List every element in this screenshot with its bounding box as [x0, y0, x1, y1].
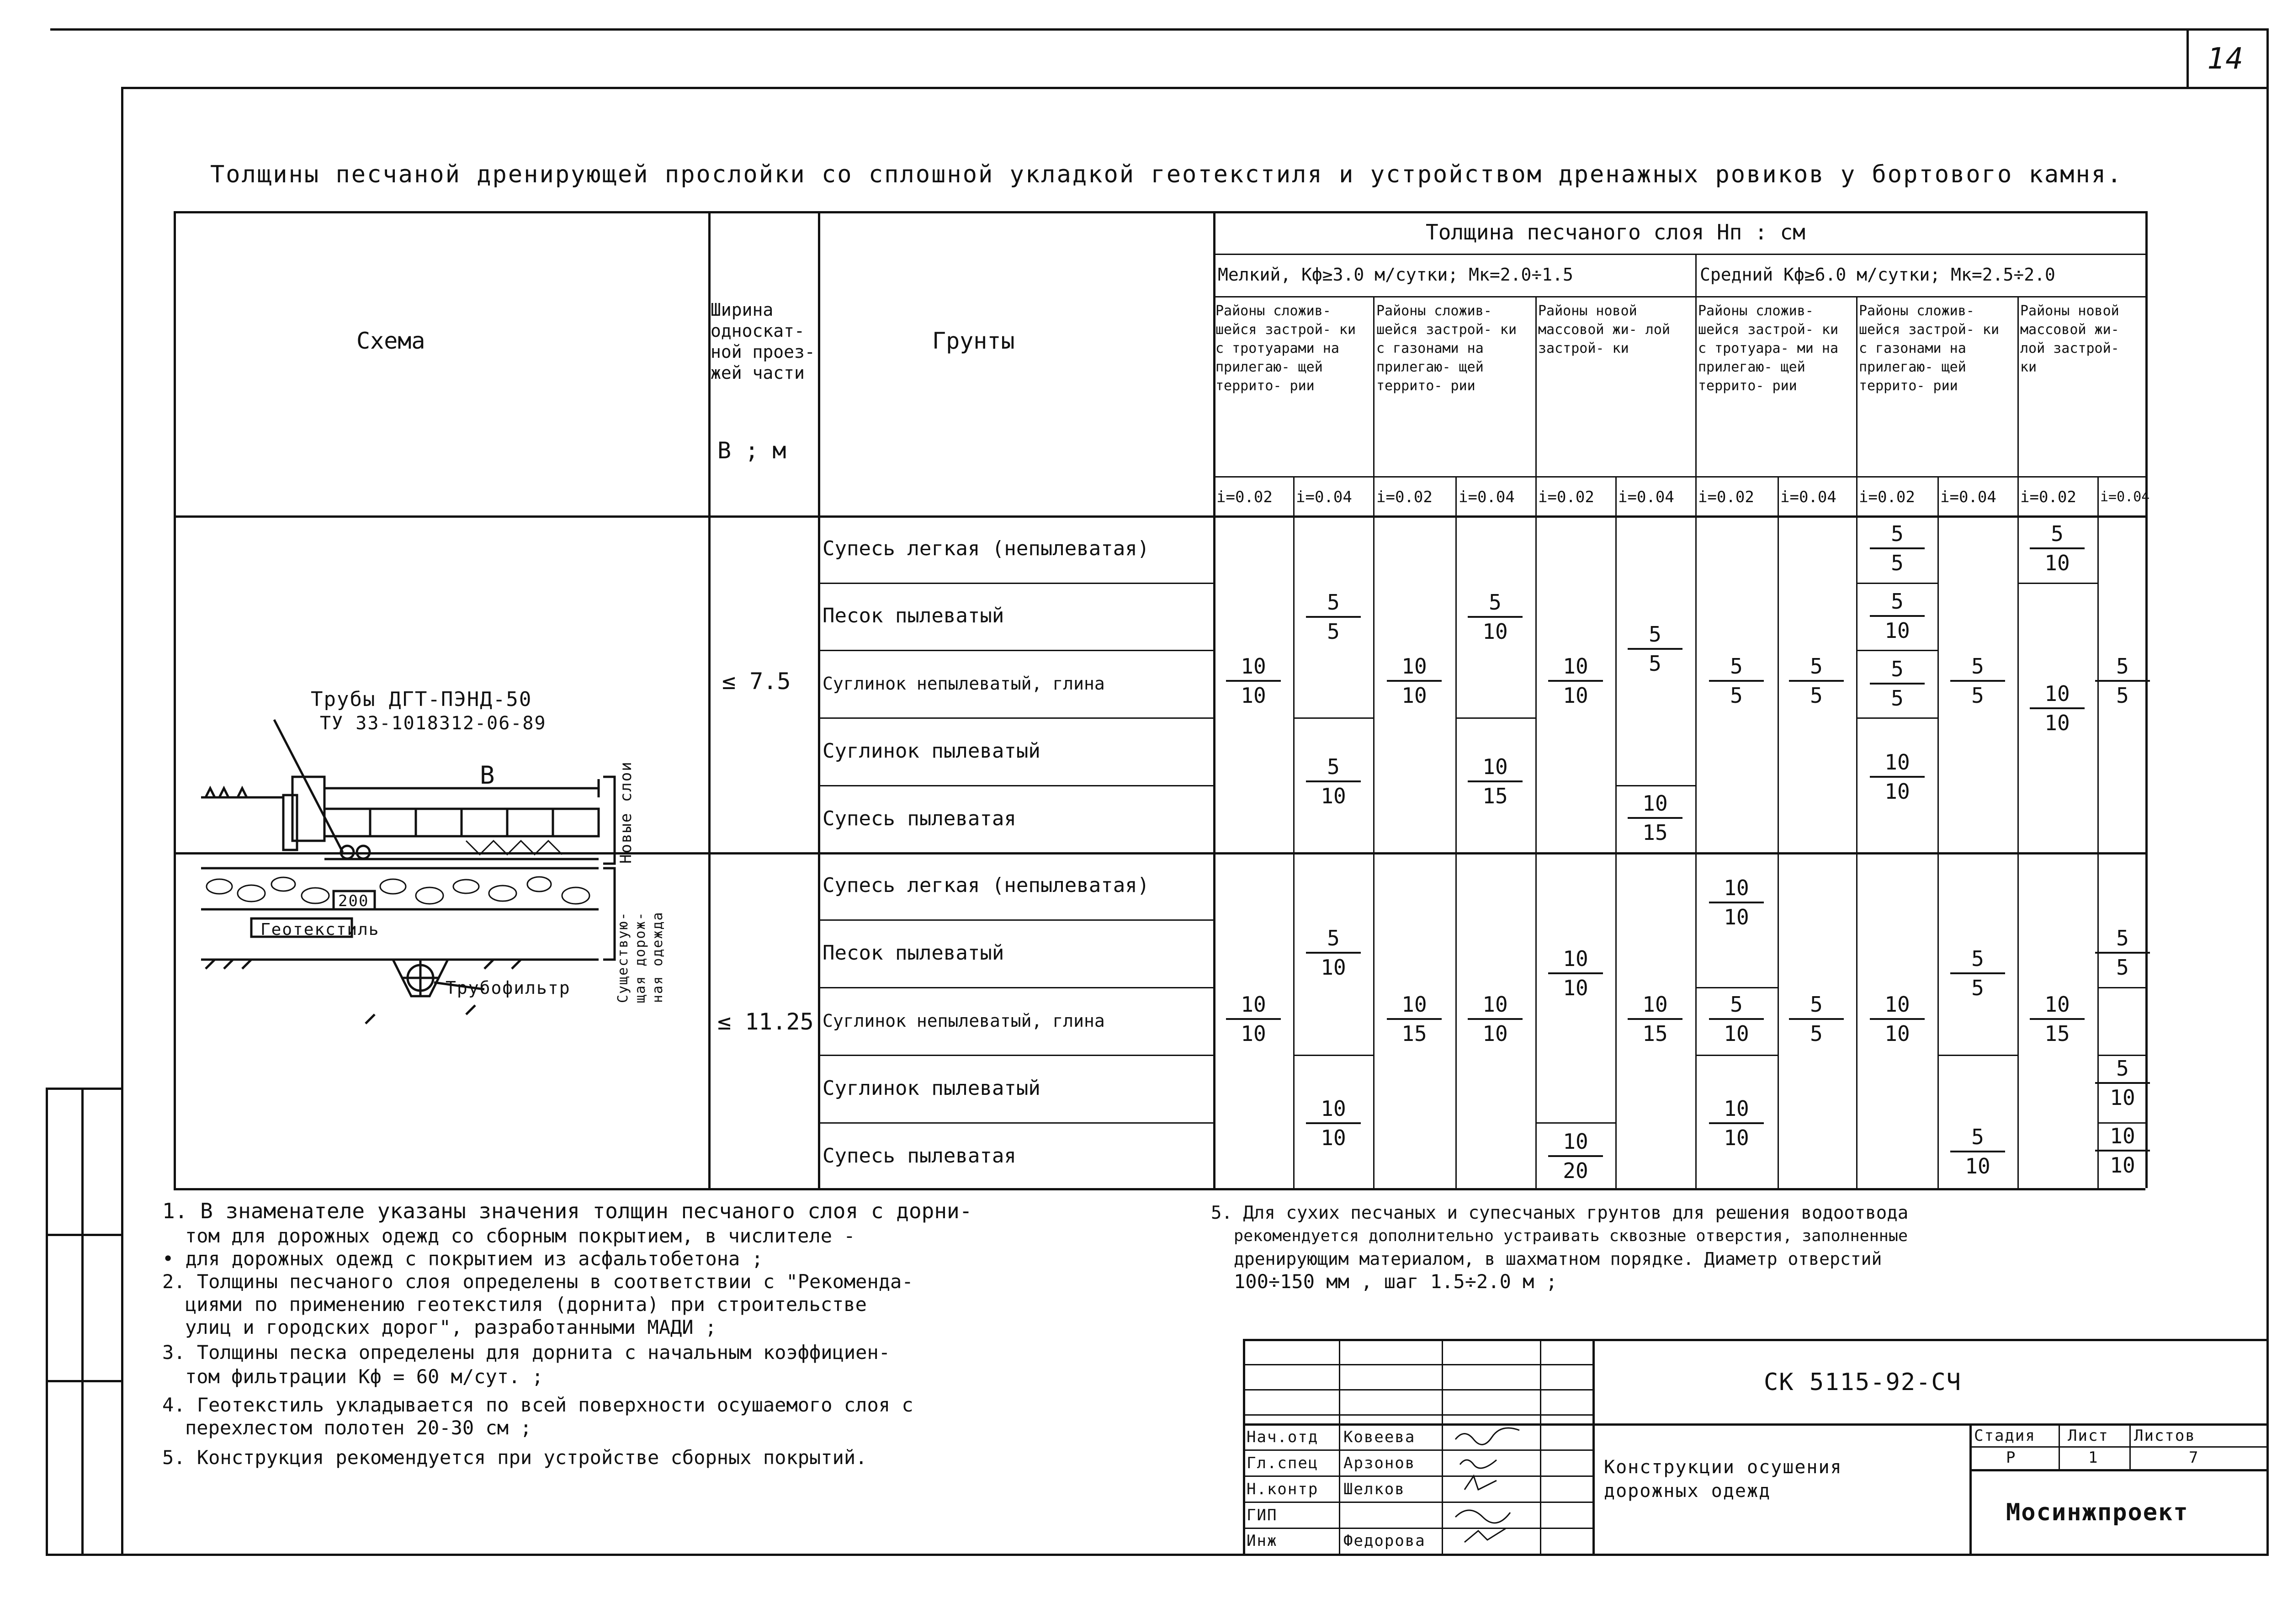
cell-fraction: 5 10	[1306, 925, 1361, 980]
header-group2: Средний Кф≥6.0 м/сутки; Мк=2.5÷2.0	[1700, 265, 2055, 285]
cell-fraction: 5 5	[1789, 992, 1844, 1046]
cell-fraction: 5 10	[1468, 589, 1523, 644]
slope-split-4	[1778, 476, 1779, 1188]
cell-fraction: 5 5	[1870, 521, 1925, 576]
table-left	[174, 211, 176, 1188]
district-3-text: Районы новой массовой жи- лой застрой- ки	[1538, 303, 1670, 356]
side-strip-line-1	[46, 1088, 48, 1554]
row-line-a2	[818, 650, 1213, 651]
cell-line-12	[1937, 1055, 2017, 1056]
district-1-text: Районы сложив- шейся застрой- ки с тротуарами на прилегаю- щей террито- рии	[1215, 303, 1356, 394]
cell-line-7	[1856, 650, 1937, 651]
cell-line-13	[2097, 987, 2145, 988]
scheme-new-layers-label: Новые слои	[617, 761, 635, 864]
row-line-b3	[818, 1055, 1213, 1056]
slope-4: i=0.04	[1459, 488, 1515, 506]
soil-b-2: Песок пылеватый	[823, 941, 1004, 965]
slope-7: i=0.02	[1698, 488, 1754, 506]
slope-split-1	[1293, 476, 1295, 1188]
note-left-10: перехлестом полотен 20-30 см ;	[185, 1417, 532, 1439]
header-width-unit: В ; м	[717, 437, 786, 464]
scheme-existing-text: Существую- щая дорож- ная одежда	[615, 911, 666, 1003]
frame-top	[121, 87, 2186, 89]
header-scheme: Схема	[356, 328, 425, 354]
doc-title-text: Конструкции осушения дорожных одежд	[1604, 1457, 1842, 1502]
tb-stage-left	[1969, 1423, 1972, 1554]
tb-col-1	[1339, 1339, 1340, 1554]
cell-line-10	[1695, 987, 1778, 988]
district-1	[1215, 302, 1371, 395]
cell-fraction: 5 10	[1870, 589, 1925, 643]
cell-line-8	[1856, 717, 1937, 719]
tb-row-3	[1243, 1414, 1592, 1416]
tb-row-7	[1243, 1502, 1592, 1503]
cell-fraction: 5 10	[2095, 1056, 2150, 1110]
note-right-2: рекомендуется дополнительно устраивать сквозные отверстия, заполненные	[1234, 1227, 1908, 1245]
soil-b-4: Суглинок пылеватый	[823, 1077, 1040, 1100]
tb-stage-col-1	[2059, 1423, 2060, 1469]
cell-line-1	[1293, 717, 1373, 719]
scheme-b-label: В	[480, 761, 496, 790]
tb-row-4	[1243, 1423, 2269, 1426]
slope-10: i=0.04	[1940, 488, 1996, 506]
cell-fraction: 10 10	[2095, 1123, 2150, 1178]
cell-fraction: 10 10	[1226, 653, 1281, 708]
cell-line-2	[1293, 1055, 1373, 1056]
slope-8: i=0.04	[1780, 488, 1836, 506]
right-border-line	[2266, 28, 2269, 1555]
note-left-1: 1. В знаменателе указаны значения толщин песчаного слоя с дорни-	[162, 1199, 972, 1223]
note-left-8: том фильтрации Кф = 60 м/сут. ;	[185, 1365, 543, 1388]
scheme-filter-label: Трубофильтр	[446, 978, 571, 998]
note-left-7: 3. Толщины песка определены для дорнита с начальным коэффициен-	[162, 1341, 891, 1364]
side-strip-mid-2	[46, 1380, 121, 1382]
district-6	[2020, 302, 2144, 377]
slope-split-2	[1455, 476, 1457, 1188]
slope-6: i=0.04	[1618, 488, 1674, 506]
sheets-header: Листов	[2134, 1427, 2196, 1445]
district-5-text: Районы сложив- шейся застрой- ки с газонами на прилегаю- щей террито- рии	[1859, 303, 2000, 394]
cell-fraction: 10 10	[1709, 875, 1764, 930]
tb-top	[1243, 1339, 2269, 1341]
header-width-text: Ширина односкат- ной проез- жей части	[711, 300, 815, 383]
page-number-divider	[2186, 28, 2189, 87]
tb-stage-row-1	[1969, 1446, 2269, 1448]
role-2: Гл.спец	[1247, 1454, 1319, 1472]
cell-line-5	[1535, 1122, 1615, 1124]
tb-row-8	[1243, 1528, 1592, 1529]
district-2-text: Районы сложив- шейся застрой- ки с газонами на прилегаю- щей террито- рии	[1376, 303, 1517, 394]
page-number-underline	[2186, 87, 2266, 89]
row-line-b4	[818, 1122, 1213, 1124]
note-left-3: • для дорожных одежд с покрытием из асфальтобетона ;	[162, 1247, 763, 1270]
cell-fraction: 5 5	[1950, 653, 2005, 708]
note-left-4: 2. Толщины песчаного слоя определены в соответствии с "Рекоменда-	[162, 1270, 913, 1293]
cell-fraction: 5 10	[2030, 521, 2085, 576]
cell-line-6	[1856, 583, 1937, 584]
cell-fraction: 10 10	[1709, 1096, 1764, 1151]
cell-fraction: 10 15	[1387, 992, 1442, 1046]
cell-fraction: 10 15	[1628, 992, 1682, 1046]
width-group-b: ≤ 11.25	[717, 1008, 814, 1035]
slope-split-3	[1615, 476, 1617, 1188]
tb-stage-col-2	[2129, 1423, 2131, 1469]
note-left-6: улиц и городских дорог", разработанными МАДИ ;	[185, 1316, 717, 1338]
frame-left	[121, 87, 123, 1554]
tb-row-6	[1243, 1475, 1592, 1477]
role-5: Инж	[1247, 1532, 1278, 1550]
district-4-text: Районы сложив- шейся застрой- ки с тротуара- ми на прилегаю- щей террито- рии	[1698, 303, 1839, 394]
row-line-b2	[818, 987, 1213, 988]
district-5	[1859, 302, 2014, 395]
cell-line-4	[1615, 785, 1695, 786]
scheme-pipe-label-2: ТУ 33-1018312-06-89	[320, 713, 547, 734]
header-soils: Грунты	[932, 328, 1015, 354]
hdr-line-3	[1213, 476, 2145, 478]
signatures	[1446, 1426, 1538, 1554]
cell-fraction: 10 10	[1870, 992, 1925, 1046]
note-right-3: дренирующим материалом, в шахматном порядке. Диаметр отверстий	[1234, 1249, 1882, 1269]
soil-a-3: Суглинок непылеватый, глина	[823, 674, 1105, 694]
scheme-geotextile-label: Геотекстиль	[260, 920, 380, 939]
page-number: 14	[2207, 42, 2245, 76]
tb-col-2	[1442, 1339, 1443, 1554]
page-title: Толщины песчаной дренирующей прослойки со сплошной укладкой геотекстиля и устройством дренажных ровиков у бортового камня.	[210, 161, 2123, 188]
tb-row-2	[1243, 1389, 1592, 1390]
row-line-b1	[818, 919, 1213, 921]
soil-a-2: Песок пылеватый	[823, 604, 1004, 627]
cell-fraction: 10 10	[2030, 681, 2085, 736]
stage-value: Р	[2006, 1449, 2017, 1467]
cell-fraction: 5 10	[1709, 992, 1764, 1046]
side-strip-top	[46, 1088, 121, 1090]
slope-5: i=0.02	[1538, 488, 1594, 506]
note-right-1: 5. Для сухих песчаных и супесчаных грунтов для решения водоотвода	[1211, 1203, 1909, 1223]
doc-title	[1604, 1455, 1933, 1503]
tb-stage-row-2	[1969, 1469, 2269, 1471]
note-left-2: том для дорожных одежд со сборным покрытием, в числителе -	[185, 1225, 855, 1247]
top-border-line	[50, 28, 2266, 31]
slope-9: i=0.02	[1859, 488, 1915, 506]
district-split-1	[1373, 296, 1375, 1188]
tb-col-3	[1540, 1339, 1541, 1554]
district-split-2	[1535, 296, 1537, 1188]
group-split	[1695, 254, 1697, 1188]
cell-fraction: 10 10	[1306, 1096, 1361, 1151]
note-left-11: 5. Конструкция рекомендуется при устройстве сборных покрытий.	[162, 1446, 867, 1469]
role-3: Н.контр	[1247, 1480, 1319, 1498]
note-left-9: 4. Геотекстиль укладывается по всей поверхности осушаемого слоя с	[162, 1394, 913, 1416]
stage-header: Стадия	[1974, 1427, 2036, 1445]
cell-fraction: 10 10	[1870, 749, 1925, 804]
role-1: Нач.отд	[1247, 1428, 1319, 1446]
hdr-line-1	[1213, 254, 2145, 255]
soil-b-3: Суглинок непылеватый, глина	[823, 1011, 1105, 1031]
scheme-existing-label	[615, 884, 667, 1003]
cell-line-9	[2017, 583, 2097, 584]
tb-row-1	[1243, 1364, 1592, 1365]
cell-fraction: 10 10	[1548, 653, 1603, 708]
slope-3: i=0.02	[1376, 488, 1433, 506]
sheet-header: Лист	[2068, 1427, 2109, 1445]
note-left-5: циями по применению геотекстиля (дорнита) при строительстве	[185, 1293, 867, 1316]
cell-fraction: 10 15	[1468, 754, 1523, 809]
cell-fraction: 5 5	[1789, 653, 1844, 708]
cell-fraction: 5 5	[1628, 621, 1682, 676]
cell-fraction: 5 10	[1306, 754, 1361, 809]
slope-2: i=0.04	[1296, 488, 1352, 506]
sheet-value: 1	[2088, 1449, 2099, 1467]
col-sep-width	[818, 211, 820, 1188]
district-3	[1538, 302, 1693, 358]
name-5: Федорова	[1343, 1532, 1426, 1550]
cell-fraction: 5 5	[1709, 653, 1764, 708]
cell-fraction: 10 10	[1468, 992, 1523, 1046]
cell-fraction: 10 10	[1548, 946, 1603, 1001]
side-strip-line-2	[81, 1088, 84, 1554]
slope-11: i=0.02	[2020, 488, 2076, 506]
cell-fraction: 5 5	[2095, 925, 2150, 980]
table-top	[174, 211, 2145, 213]
row-line-a1	[818, 583, 1213, 584]
cell-line-3	[1455, 717, 1535, 719]
soil-b-5: Супесь пылеватая	[823, 1144, 1016, 1168]
slope-12: i=0.04	[2100, 489, 2150, 505]
cell-fraction: 10 10	[1387, 653, 1442, 708]
scheme-200-label: 200	[338, 892, 369, 910]
tb-left	[1243, 1339, 1245, 1554]
district-4	[1698, 302, 1853, 395]
cell-line-11	[1695, 1055, 1778, 1056]
hdr-line-2	[1213, 296, 2145, 297]
scheme-pipe-label-1: Трубы ДГТ-ПЭНД-50	[311, 688, 532, 711]
cell-fraction: 10 10	[1226, 992, 1281, 1046]
name-3: Шелков	[1343, 1480, 1405, 1498]
district-split-4	[2017, 296, 2019, 1188]
frame-bottom	[46, 1554, 2269, 1556]
cell-fraction: 10 15	[1628, 791, 1682, 845]
soil-a-1: Супесь легкая (непылеватая)	[823, 537, 1150, 560]
header-group1: Мелкий, Кф≥3.0 м/сутки; Мк=2.0÷1.5	[1218, 265, 1573, 285]
cell-fraction: 5 10	[1950, 1124, 2005, 1179]
row-line-a4	[818, 785, 1213, 786]
table-bottom	[174, 1188, 2145, 1190]
doc-code: СК 5115-92-СЧ	[1764, 1369, 1962, 1396]
note-right-4: 100÷150 мм , шаг 1.5÷2.0 м ;	[1234, 1270, 1558, 1293]
sheets-value: 7	[2189, 1449, 2199, 1467]
soil-a-4: Суглинок пылеватый	[823, 739, 1040, 763]
soil-a-5: Супесь пылеватая	[823, 807, 1016, 830]
cell-fraction: 5 5	[1950, 946, 2005, 1001]
soil-b-1: Супесь легкая (непылеватая)	[823, 874, 1150, 897]
width-group-a: ≤ 7.5	[722, 668, 791, 695]
district-6-text: Районы новой массовой жи- лой застрой- ки	[2020, 303, 2119, 375]
cell-fraction: 5 5	[1306, 589, 1361, 644]
hdr-bottom	[174, 515, 2145, 518]
district-2	[1376, 302, 1532, 395]
cell-fraction: 10 15	[2030, 992, 2085, 1046]
name-1: Ковеева	[1343, 1428, 1416, 1446]
role-4: ГИП	[1247, 1506, 1278, 1524]
name-2: Арзонов	[1343, 1454, 1416, 1472]
tb-row-5	[1243, 1449, 1592, 1451]
org-name: Мосинжпроект	[2006, 1499, 2189, 1526]
header-width	[711, 299, 816, 383]
district-split-3	[1856, 296, 1857, 1188]
row-line-a3	[818, 717, 1213, 719]
side-strip-mid-1	[46, 1234, 121, 1236]
cell-fraction: 5 5	[1870, 656, 1925, 711]
cell-fraction: 5 5	[2095, 653, 2150, 708]
tb-col-4	[1592, 1339, 1595, 1554]
slope-split-5	[1937, 476, 1939, 1188]
header-thickness: Толщина песчаного слоя Нп : см	[1426, 220, 1805, 244]
cell-fraction: 10 20	[1548, 1129, 1603, 1184]
slope-1: i=0.02	[1216, 488, 1273, 506]
